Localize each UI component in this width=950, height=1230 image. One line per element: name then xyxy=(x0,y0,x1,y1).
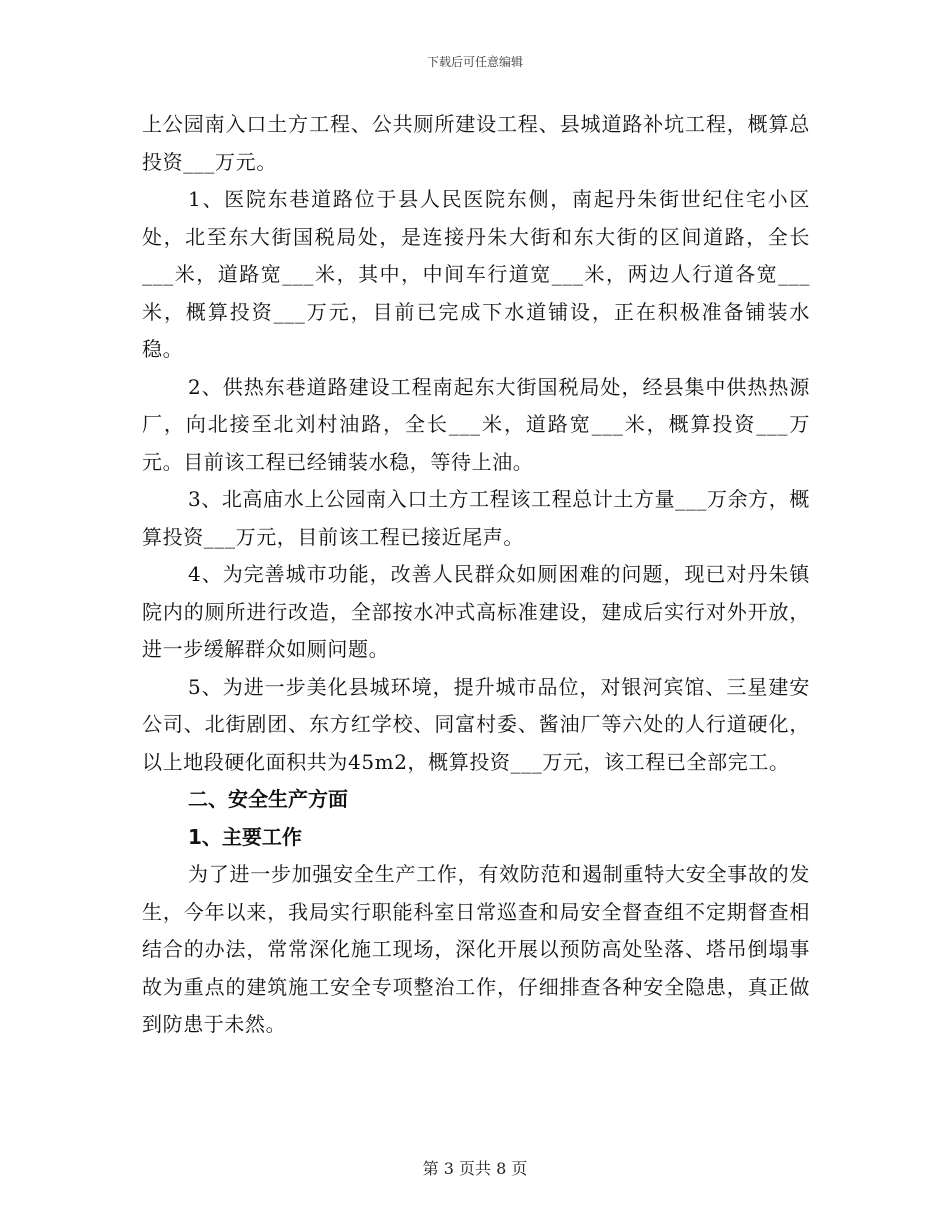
paragraph-safety-work: 为了进一步加强安全生产工作，有效防范和遏制重特大安全事故的发生，今年以来，我局实行职能科室日常巡查和局安全督查组不定期督查相结合的办法，常常深化施工现场，深化开展以预防高处坠落、塔吊倒塌事故为重点的建筑施工安全专项整治工作，仔细排查各种安全隐患，真正做到防患于未然。 xyxy=(142,862,810,1036)
document-body xyxy=(142,106,810,1044)
page-number: 第 3 页共 8 页 xyxy=(422,1159,528,1178)
paragraph-item-1: 1、医院东巷道路位于县人民医院东侧，南起丹朱街世纪住宅小区处，北至东大街国税局处，是连接丹朱大街和东大街的区间道路，全长___米，道路宽___米，其中，中间车行道宽___米，两边人行道各宽___米，概算投资___万元，目前已完成下水道铺设，正在积极准备铺装水稳。 xyxy=(142,187,810,361)
section-heading-safety: 二、安全生产方面 xyxy=(188,787,348,811)
paragraph-continued: 上公园南入口土方工程、公共厕所建设工程、县城道路补坑工程，概算总投资___万元。 xyxy=(142,112,810,174)
subsection-heading-main-work: 1、主要工作 xyxy=(188,824,302,849)
paragraph-item-5: 5、为进一步美化县城环境，提升城市品位，对银河宾馆、三星建安公司、北街剧团、东方红学校、同富村委、酱油厂等六处的人行道硬化，以上地段硬化面积共为45m2，概算投资___万元，该工程已全部完工。 xyxy=(142,674,810,774)
paragraph-item-3: 3、北高庙水上公园南入口土方工程该工程总计土方量___万余方，概算投资___万元，目前该工程已接近尾声。 xyxy=(142,487,810,549)
paragraph-item-4: 4、为完善城市功能，改善人民群众如厕困难的问题，现已对丹朱镇院内的厕所进行改造，全部按水冲式高标准建设，建成后实行对外开放，进一步缓解群众如厕问题。 xyxy=(142,562,810,661)
page-header-note: 下载后可任意编辑 xyxy=(426,55,523,69)
paragraph-item-2: 2、供热东巷道路建设工程南起东大街国税局处，经县集中供热热源厂，向北接至北刘村油路，全长___米，道路宽___米，概算投资___万元。目前该工程已经铺装水稳，等待上油。 xyxy=(142,374,810,474)
